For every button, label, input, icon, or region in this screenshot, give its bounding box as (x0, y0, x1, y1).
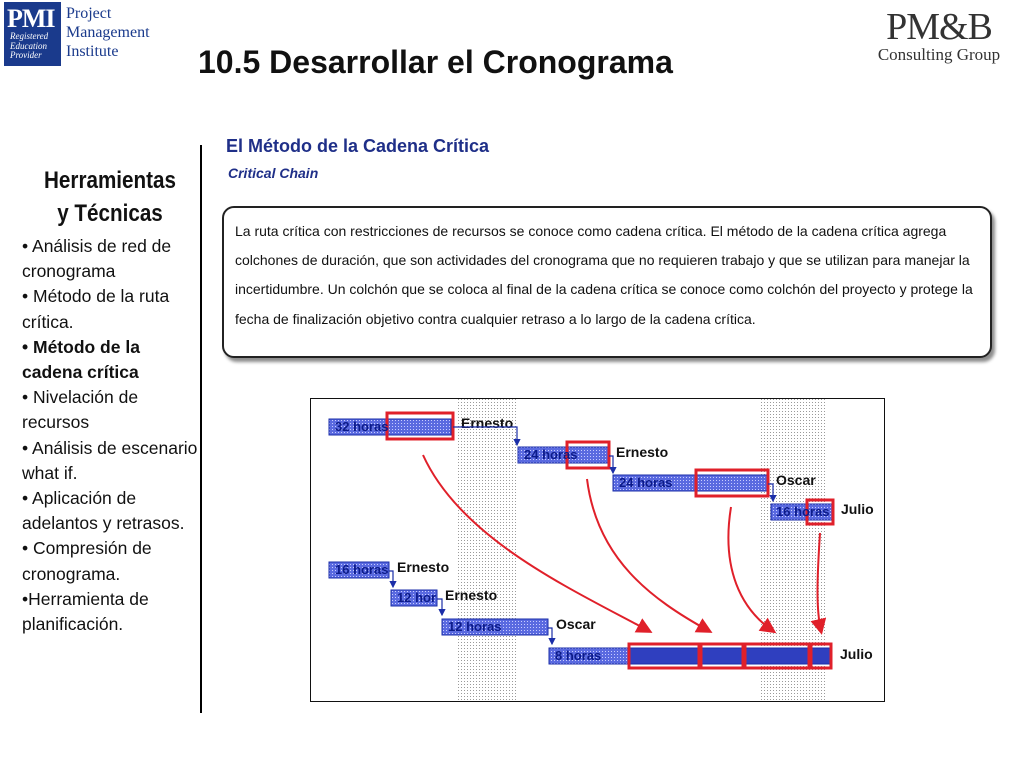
description-text: La ruta crítica con restricciones de recursos se conoce como cadena crítica. El método de la cadena crítica agrega colchones de duración, que son actividades del cronograma que no requieren trabajo y que se utilizan para manejar la incertidumbre. Un colchón que se coloca al final de la cadena crítica se conoce como colchón del proyecto y protege la fecha de finalización objetivo contra cualquier retraso a lo largo de la cadena crítica. (235, 223, 973, 327)
section-subtitle: Critical Chain (228, 165, 319, 181)
tool-item: • Aplicación de adelantos y retrasos. (22, 488, 185, 534)
tool-item: • Análisis de red de cronograma (22, 236, 172, 282)
tool-item: • Método de la ruta crítica. (22, 286, 170, 332)
pmi-name-line: Institute (66, 43, 119, 60)
tool-item-active: • Método de la cadena crítica (22, 336, 140, 383)
task-duration-label: 12 hor (397, 590, 437, 605)
tool-item: • Compresión de cronograma. (22, 538, 152, 584)
tool-item: • Análisis de escenario what if. (22, 437, 198, 483)
task-resource-label: Oscar (556, 616, 596, 632)
pmi-registered-text: Registered Education Provider (10, 31, 49, 60)
dependency-arrow (548, 628, 552, 644)
sidebar-heading-line: y Técnicas (57, 200, 163, 227)
task-resource-label: Oscar (776, 472, 816, 488)
task-duration-label: 24 horas (619, 475, 673, 490)
pmb-logo-sub: Consulting Group (877, 45, 1001, 64)
sidebar-heading-line: Herramientas (44, 167, 176, 194)
task-duration-label: 16 horas (776, 504, 830, 519)
task-resource-label: Ernesto (397, 559, 450, 575)
tools-list (22, 234, 200, 637)
gantt-chart (311, 399, 884, 701)
task-duration-label: 16 horas (335, 562, 389, 577)
project-buffer-bar (629, 648, 831, 664)
task-duration-label: 24 horas (524, 447, 578, 462)
pmb-logo-main: PM&B (886, 6, 992, 48)
task-resource-label: Julio (840, 646, 873, 662)
pmi-name-line: Management (66, 24, 150, 41)
vertical-divider (200, 145, 202, 713)
dependency-arrow (437, 599, 442, 615)
description-box (222, 206, 992, 358)
page-title: 10.5 Desarrollar el Cronograma (198, 44, 673, 80)
pmi-mark: PMI (7, 4, 55, 33)
task-duration-label: 32 horas (335, 419, 389, 434)
task-duration-label: 12 horas (448, 619, 502, 634)
task-resource-label: Ernesto (461, 415, 514, 431)
pmi-name (66, 4, 156, 61)
task-resource-label: Ernesto (445, 587, 498, 603)
task-duration-label: 8 horas (555, 648, 602, 663)
dependency-arrow (389, 571, 393, 587)
task-resource-label: Ernesto (616, 444, 669, 460)
pmi-logo (4, 2, 154, 68)
pmb-logo (864, 8, 1014, 64)
tool-item: • Nivelación de recursos (22, 387, 139, 433)
tool-item: •Herramienta de planificación. (22, 588, 149, 635)
task-resource-label: Julio (841, 501, 874, 517)
pmi-badge (4, 2, 61, 66)
gantt-figure (310, 398, 885, 702)
section-title: El Método de la Cadena Crítica (226, 136, 490, 156)
sidebar-heading (34, 164, 185, 230)
pmi-name-line: Project (66, 5, 112, 22)
